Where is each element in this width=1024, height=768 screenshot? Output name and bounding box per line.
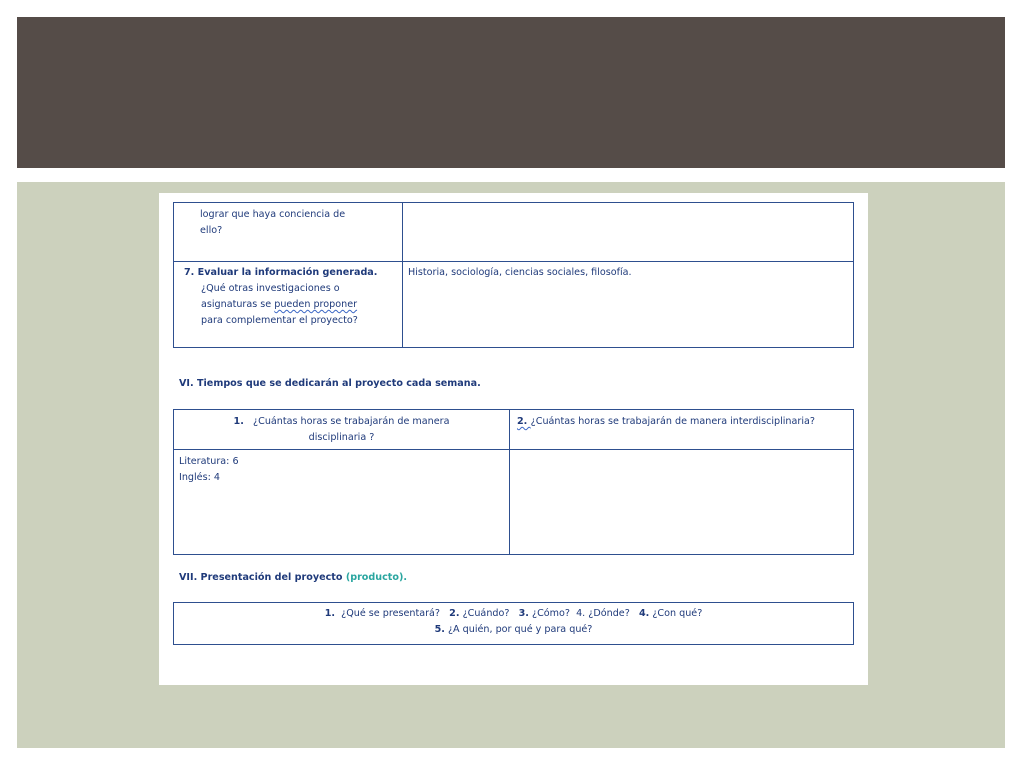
step-title: 7. Evaluar la información generada. — [184, 267, 378, 278]
hours-header-interdisciplinary — [517, 414, 853, 430]
question: ¿A quién, por qué y para qué? — [447, 624, 593, 635]
list-item: Inglés: 4 — [179, 472, 220, 483]
table-divider — [509, 410, 510, 554]
text-line: disciplinaria ? — [308, 432, 375, 443]
presentation-table — [173, 602, 854, 645]
document-page — [159, 193, 868, 685]
section-vii-heading — [179, 572, 407, 583]
title-band — [17, 17, 1005, 168]
table-row-2-right: Historia, sociología, ciencias sociales, filosofía. — [408, 267, 632, 278]
list-item: Literatura: 6 — [179, 456, 239, 467]
table-divider — [174, 449, 853, 450]
list-number: 1. — [233, 416, 244, 427]
table-divider — [174, 261, 853, 262]
text-line: ello? — [200, 225, 223, 236]
text-line — [174, 414, 509, 430]
list-number: 4. — [638, 608, 650, 619]
text-line — [174, 622, 853, 638]
question: 4. ¿Dónde? — [576, 608, 630, 619]
table-row-1-left — [200, 207, 400, 239]
table-row-2-left — [184, 265, 400, 329]
question: ¿Cuándo? — [462, 608, 510, 619]
question: ¿Con qué? — [652, 608, 703, 619]
evaluation-table — [173, 202, 854, 348]
table-divider — [402, 203, 403, 347]
question: ¿Qué se presentará? — [341, 608, 441, 619]
text-line — [174, 606, 853, 622]
text-segment: ¿Cuántas horas se trabajarán de manera — [253, 416, 450, 427]
list-number: 2. — [517, 416, 531, 427]
list-number: 2. — [449, 608, 460, 619]
section-vi-heading: VI. Tiempos que se dedicarán al proyecto cada semana. — [179, 378, 481, 389]
presentation-questions — [174, 606, 853, 638]
hours-table — [173, 409, 854, 555]
question: ¿Cómo? — [532, 608, 570, 619]
heading-text: VII. Presentación del proyecto — [179, 572, 346, 583]
hours-header-disciplinary — [174, 414, 509, 446]
text-line: ¿Qué otras investigaciones o — [201, 283, 340, 294]
heading-highlight: (producto). — [345, 572, 407, 583]
text-line: para complementar el proyecto? — [201, 315, 358, 326]
list-number: 1. — [324, 608, 336, 619]
hours-values-disciplinary — [179, 454, 499, 486]
list-number: 3. — [518, 608, 529, 619]
spellcheck-text: pueden proponer — [274, 299, 358, 310]
text-segment: ¿Cuántas horas se trabajarán de manera interdisciplinaria? — [530, 416, 815, 427]
list-number: 5. — [434, 624, 445, 635]
text-segment: asignaturas se — [201, 299, 275, 310]
text-line — [184, 297, 400, 313]
text-line: lograr que haya conciencia de — [200, 209, 346, 220]
